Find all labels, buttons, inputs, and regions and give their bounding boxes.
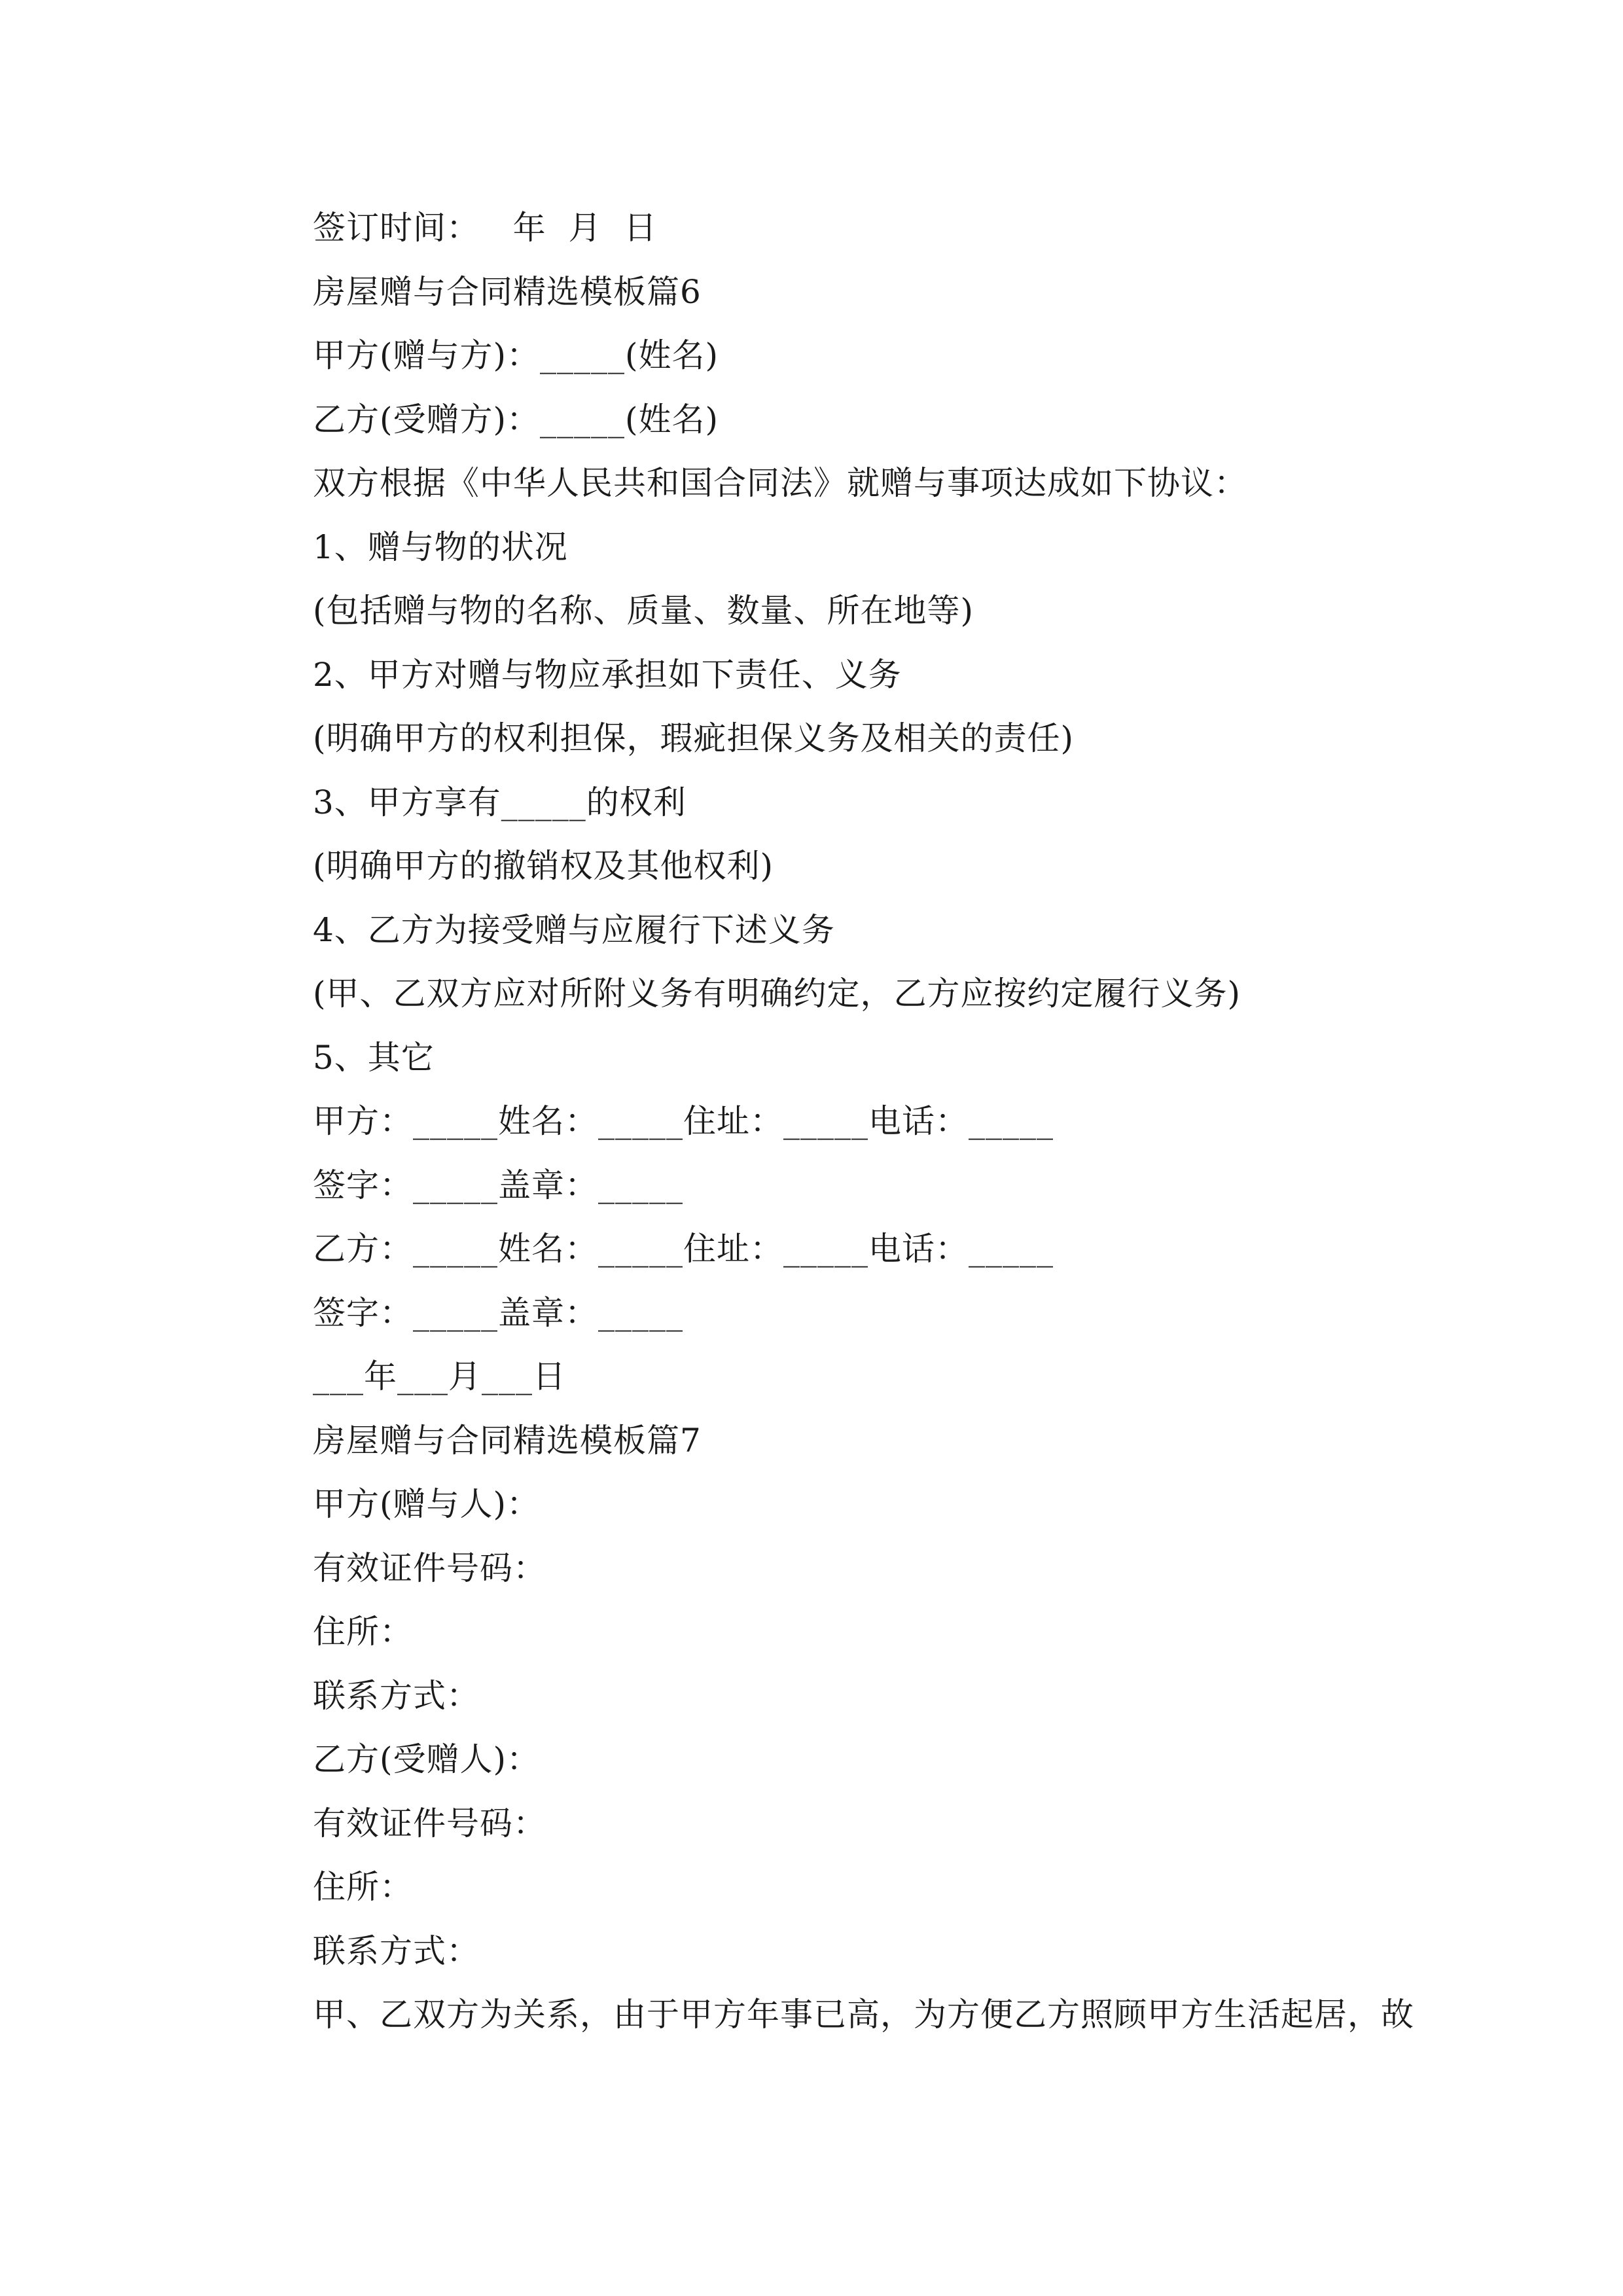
donee-contact-label: 联系方式： [313, 1931, 480, 1970]
donor-label: 甲方(赠与人)： [313, 1485, 541, 1523]
date-blank-line: ___年___月___日 [313, 1357, 566, 1395]
clause-5-heading: 5、其它 [313, 1038, 435, 1077]
clause-2-heading: 2、甲方对赠与物应承担如下责任、义务 [313, 655, 902, 694]
party-b-donee-line: 乙方(受赠方)：_____(姓名) [313, 400, 719, 439]
clause-4-note: (甲、乙双方应对所附义务有明确约定，乙方应按约定履行义务) [313, 975, 1241, 1013]
clause-1-note: (包括赠与物的名称、质量、数量、所在地等) [313, 592, 974, 630]
donor-contact-label: 联系方式： [313, 1676, 480, 1715]
party-a-signature-line: 签字：_____盖章：_____ [313, 1166, 683, 1204]
party-a-details-line: 甲方：_____姓名：_____住址：_____电话：_____ [313, 1102, 1054, 1140]
party-b-signature-line: 签字：_____盖章：_____ [313, 1293, 683, 1332]
donor-id-label: 有效证件号码： [313, 1549, 546, 1587]
party-a-donor-line: 甲方(赠与方)：_____(姓名) [313, 336, 719, 374]
relationship-paragraph: 甲、乙双方为关系，由于甲方年事已高，为方便乙方照顾甲方生活起居，故 [313, 1996, 1414, 2034]
donee-label: 乙方(受赠人)： [313, 1740, 541, 1778]
party-b-details-line: 乙方：_____姓名：_____住址：_____电话：_____ [313, 1230, 1054, 1268]
signing-date-line: 签订时间： 年 月 日 [313, 209, 658, 247]
section-title-7: 房屋赠与合同精选模板篇7 [313, 1421, 702, 1460]
clause-2-note: (明确甲方的权利担保，瑕疵担保义务及相关的责任) [313, 719, 1075, 757]
clause-1-heading: 1、赠与物的状况 [313, 528, 568, 566]
donee-address-label: 住所： [313, 1868, 413, 1906]
donee-id-label: 有效证件号码： [313, 1804, 546, 1842]
clause-4-heading: 4、乙方为接受赠与应履行下述义务 [313, 910, 835, 949]
document-body [313, 196, 1465, 2047]
clause-3-heading: 3、甲方享有_____的权利 [313, 783, 687, 821]
donor-address-label: 住所： [313, 1613, 413, 1651]
agreement-intro: 双方根据《中华人民共和国合同法》就赠与事项达成如下协议： [313, 464, 1247, 502]
section-title-6: 房屋赠与合同精选模板篇6 [313, 272, 702, 311]
clause-3-note: (明确甲方的撤销权及其他权利) [313, 847, 774, 885]
